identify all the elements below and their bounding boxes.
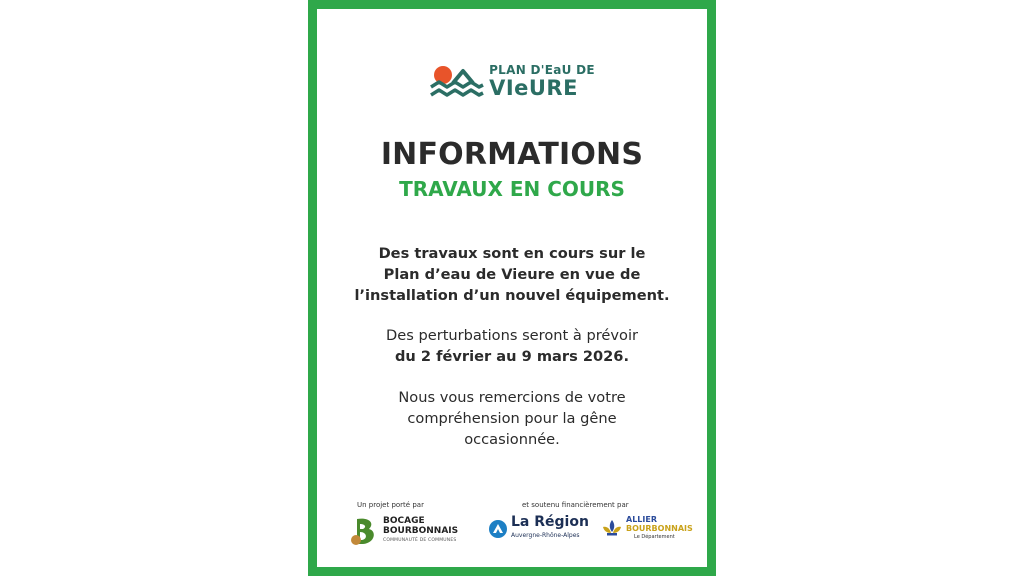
poster-title: INFORMATIONS — [380, 137, 644, 172]
disruption-dates: du 2 février au 9 mars 2026. — [394, 348, 630, 365]
bocage-bourbonnais-logo — [349, 515, 458, 547]
fleur-de-lys-icon — [601, 518, 623, 540]
bocage-line-1: BOCAGE — [383, 516, 425, 526]
region-name: La Région — [511, 514, 589, 530]
funding-label: et soutenu financièrement par — [522, 501, 629, 509]
allier-line-1: ALLIER — [626, 515, 657, 524]
region-circle-icon — [489, 520, 507, 538]
allier-line-2: BOURBONNAIS — [626, 524, 693, 533]
la-region-logo — [489, 515, 589, 543]
project-owner-label: Un projet porté par — [357, 501, 424, 509]
allier-bourbonnais-logo — [601, 515, 693, 542]
logo-line-2: VIeURE — [489, 75, 578, 100]
works-description — [327, 243, 697, 306]
bocage-subtitle: COMMUNAUTÉ DE COMMUNES — [383, 538, 457, 543]
poster-subtitle: TRAVAUX EN COURS — [399, 177, 625, 201]
plan-deau-vieure-logo — [317, 61, 707, 101]
logo-line-1: PLAN D'EaU DE — [489, 62, 595, 77]
works-line-2: Plan d’eau de Vieure en vue de — [383, 266, 641, 283]
thanks-line-2: compréhension pour la gêne — [407, 410, 617, 427]
disruption-line: Des perturbations seront à prévoir — [386, 327, 638, 344]
thanks-line-1: Nous vous remercions de votre — [398, 389, 626, 406]
lake-waves-logo-icon — [429, 61, 485, 101]
works-line-3: l’installation d’un nouvel équipement. — [354, 287, 670, 304]
bocage-b-leaf-icon — [349, 515, 379, 547]
region-subtitle: Auvergne-Rhône-Alpes — [511, 532, 580, 539]
thanks-line-3: occasionnée. — [464, 431, 560, 448]
works-line-1: Des travaux sont en cours sur le — [378, 245, 646, 262]
disruption-notice — [327, 325, 697, 367]
info-poster — [308, 0, 716, 576]
allier-subtitle: Le Département — [634, 534, 675, 540]
bocage-line-2: BOURBONNAIS — [383, 526, 459, 536]
thanks-message — [327, 387, 697, 450]
